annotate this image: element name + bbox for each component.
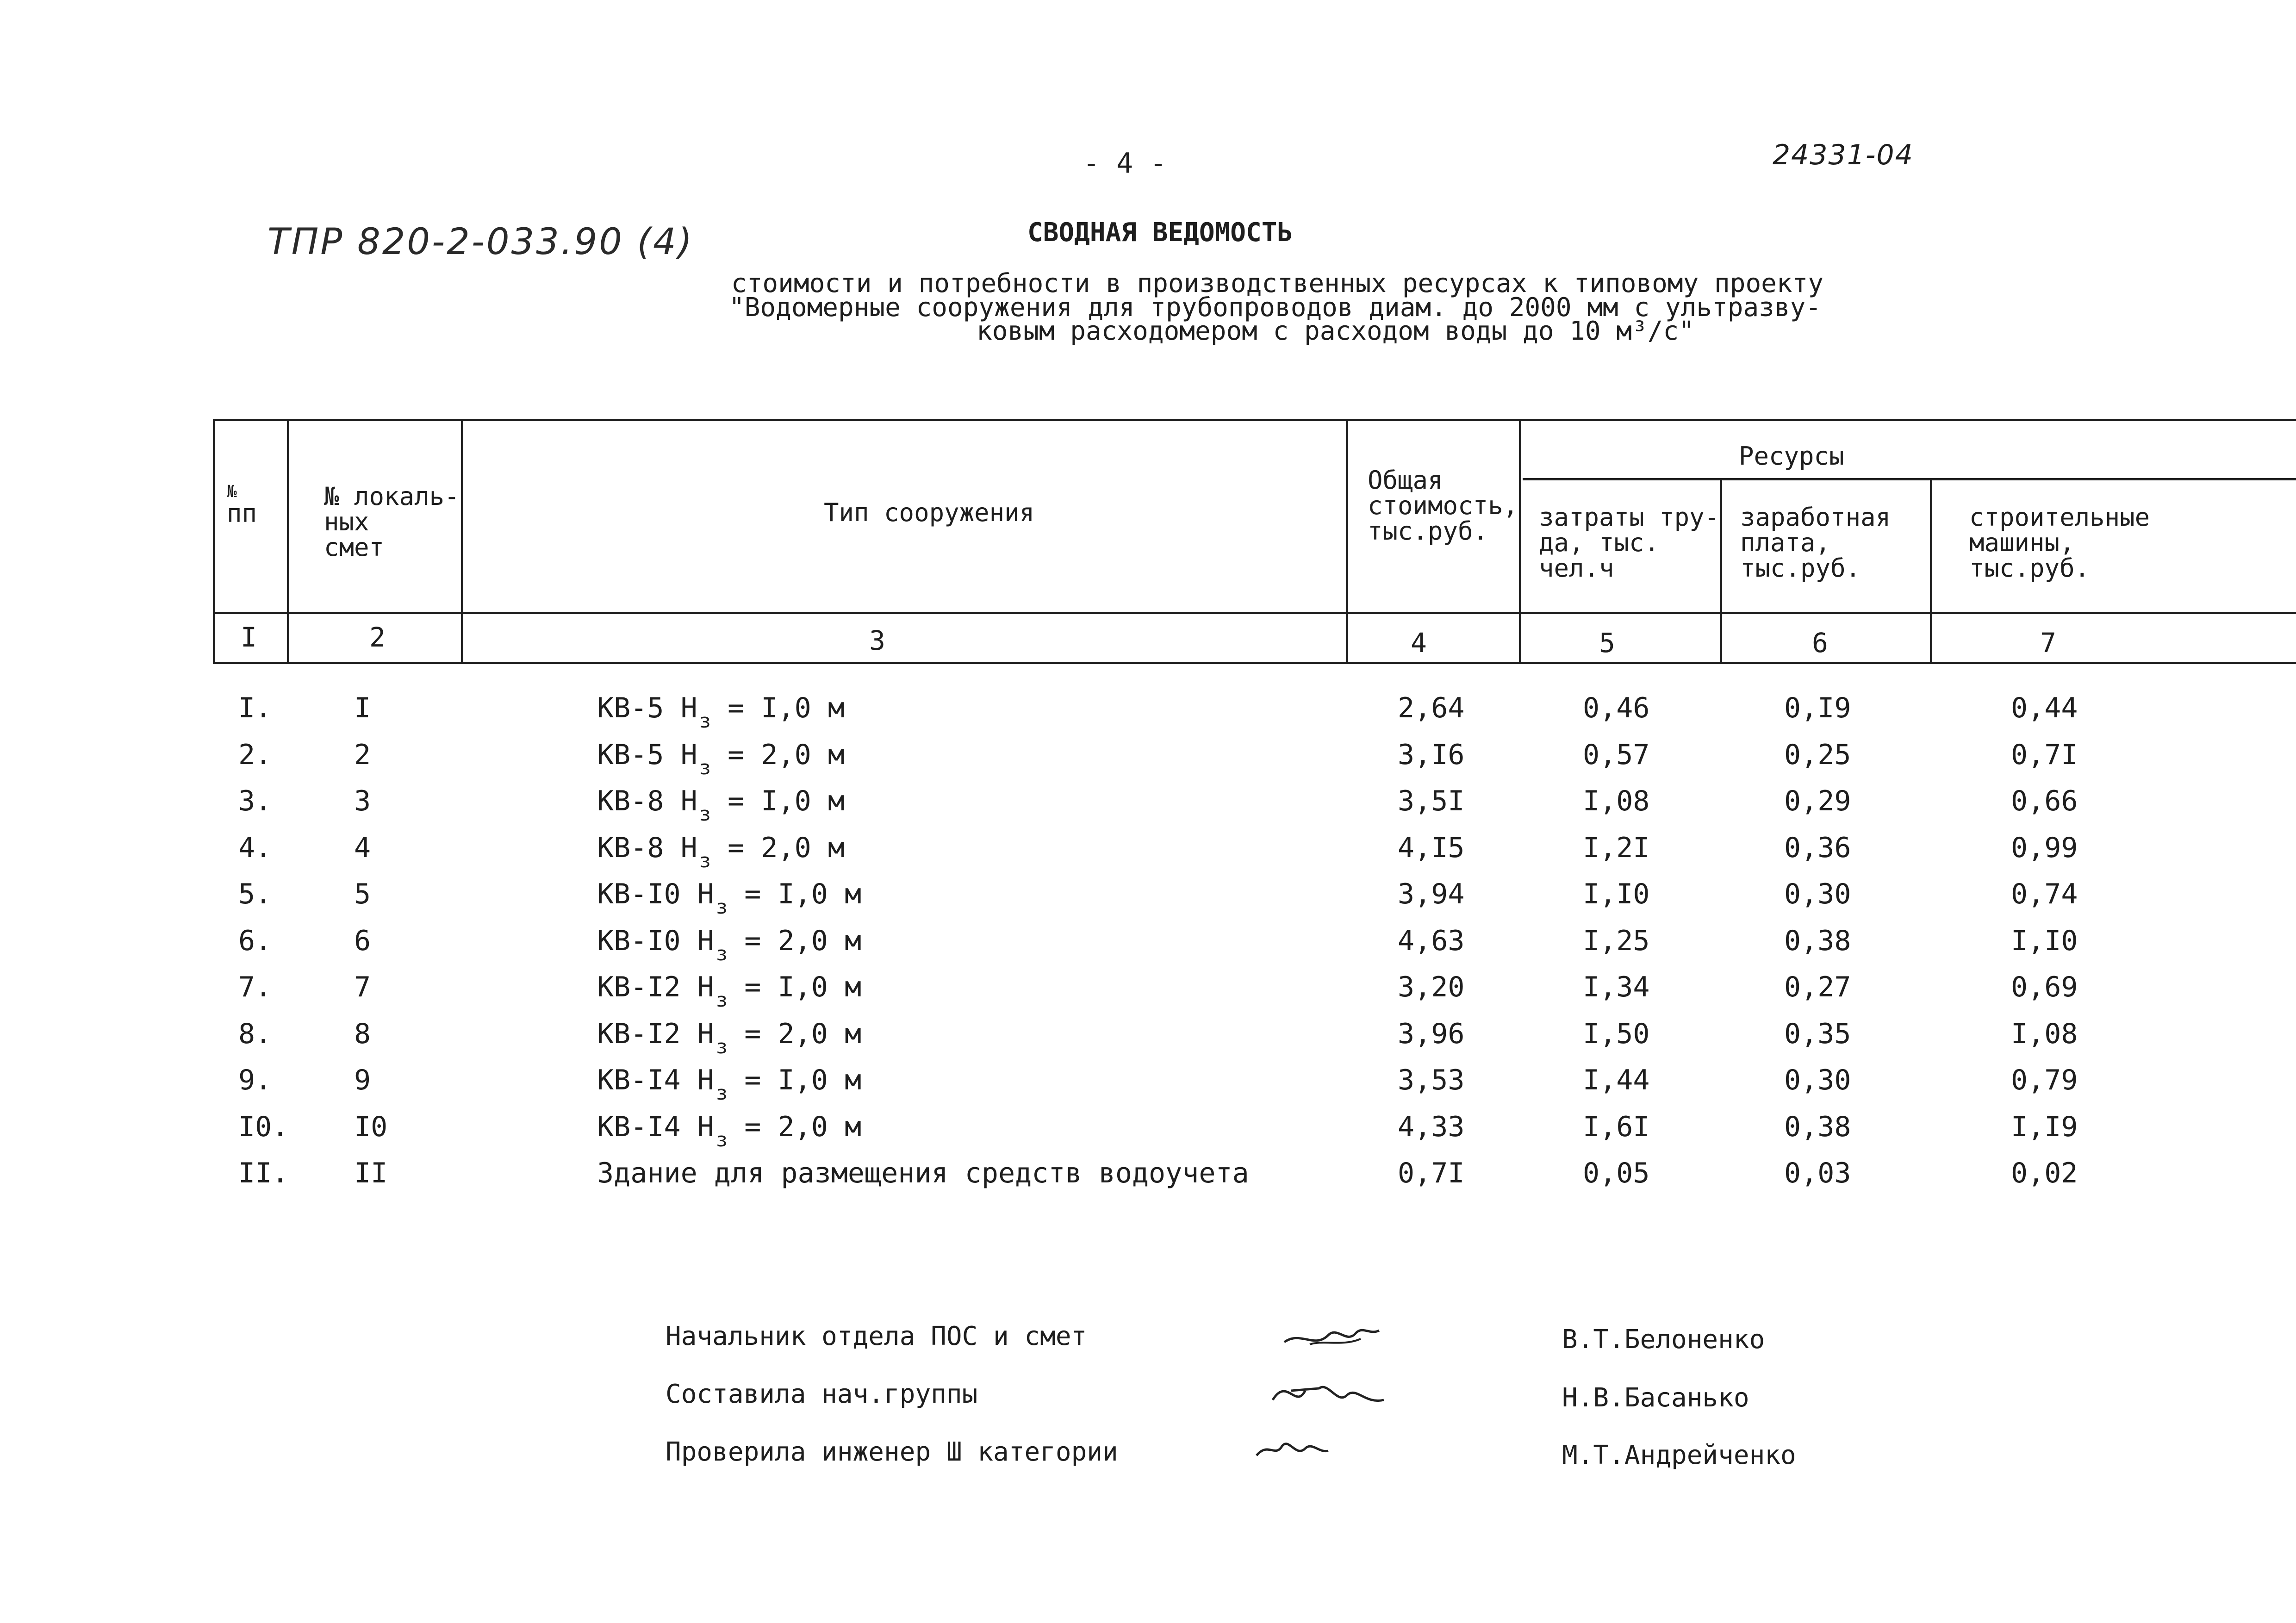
cell-structure-type <box>597 785 845 825</box>
cell-structure-type <box>597 1064 861 1104</box>
header-bottom-border <box>213 612 2296 614</box>
header-machines-line-1: строительные <box>1969 503 2150 532</box>
col-divider-1 <box>287 419 289 662</box>
cell-total-cost: 3,5I <box>1398 785 1465 817</box>
col-divider-3 <box>1346 419 1348 662</box>
signature-role-3: Проверила инженер Ш категории <box>666 1437 1118 1467</box>
header-labor-line-2: да, тыс. <box>1539 528 1660 558</box>
cell-row-number: 5. <box>238 878 272 910</box>
cell-machines: 0,44 <box>2011 692 2078 724</box>
cell-labor: I,25 <box>1583 925 1650 957</box>
header-local-estimate-line-2: ных <box>324 507 369 537</box>
signature-name-1: В.Т.Белоненко <box>1562 1325 1765 1355</box>
document-title: СВОДНАЯ ВЕДОМОСТЬ <box>1027 218 1293 248</box>
cell-structure-type <box>597 1157 1249 1189</box>
structure-code: КВ-I2 <box>597 1018 681 1050</box>
cell-local-estimate: I <box>354 692 371 724</box>
column-number-4: 4 <box>1411 627 1427 659</box>
depth-subscript: з <box>699 709 711 732</box>
cell-local-estimate: I0 <box>354 1111 388 1143</box>
cell-local-estimate: 8 <box>354 1018 371 1050</box>
cell-labor: I,I0 <box>1583 878 1650 910</box>
cell-machines: I,I9 <box>2011 1111 2078 1143</box>
depth-subscript: з <box>699 802 711 825</box>
cell-row-number: 6. <box>238 925 272 957</box>
column-number-1: I <box>241 622 257 653</box>
cell-row-number: 3. <box>238 785 272 817</box>
document-code: 24331-04 <box>1773 139 1914 171</box>
depth-value: = I,0 м <box>744 971 862 1003</box>
cell-machines: I,I0 <box>2011 925 2078 957</box>
header-machines-line-2: машины, <box>1969 528 2075 558</box>
cell-total-cost: 4,I5 <box>1398 832 1465 864</box>
cell-row-number: 8. <box>238 1018 272 1050</box>
depth-symbol: H <box>680 739 697 771</box>
cell-machines: I,08 <box>2011 1018 2078 1050</box>
signature-name-3: М.Т.Андрейченко <box>1562 1440 1796 1470</box>
cell-local-estimate: II <box>354 1157 388 1189</box>
cell-row-number: 9. <box>238 1064 272 1096</box>
header-machines <box>1969 504 2150 581</box>
cell-structure-type <box>597 692 845 732</box>
depth-subscript: з <box>699 756 711 779</box>
depth-value: = I,0 м <box>744 878 862 910</box>
structure-code: КВ-5 <box>597 739 664 771</box>
cell-structure-type <box>597 1018 861 1058</box>
depth-value: = I,0 м <box>744 1064 862 1096</box>
cell-structure-type <box>597 925 861 965</box>
structure-code: КВ-I2 <box>597 971 681 1003</box>
depth-symbol: H <box>680 785 697 817</box>
column-number-6: 6 <box>1812 627 1828 659</box>
depth-symbol: H <box>697 1064 714 1096</box>
depth-subscript: з <box>716 1035 728 1058</box>
cell-structure-type <box>597 739 845 779</box>
cell-wage: 0,38 <box>1784 1111 1851 1143</box>
depth-subscript: з <box>699 849 711 872</box>
cell-local-estimate: 3 <box>354 785 371 817</box>
depth-symbol: H <box>697 878 714 910</box>
cell-wage: 0,30 <box>1784 1064 1851 1096</box>
cell-row-number: II. <box>238 1157 289 1189</box>
cell-row-number: 7. <box>238 971 272 1003</box>
structure-code: КВ-I4 <box>597 1064 681 1096</box>
depth-subscript: з <box>716 895 728 918</box>
depth-value: = I,0 м <box>728 785 845 817</box>
header-local-estimate-line-3: смет <box>324 533 385 562</box>
cell-total-cost: 2,64 <box>1398 692 1465 724</box>
cell-row-number: I0. <box>238 1111 289 1143</box>
cell-local-estimate: 9 <box>354 1064 371 1096</box>
header-labor-line-1: затраты тру- <box>1539 503 1720 532</box>
depth-subscript: з <box>716 989 728 1011</box>
resources-divider <box>1523 478 2296 480</box>
table-top-border <box>213 419 2296 421</box>
depth-value: = 2,0 м <box>744 1018 862 1050</box>
cell-wage: 0,I9 <box>1784 692 1851 724</box>
structure-code: КВ-I0 <box>597 925 681 957</box>
subtitle-line-2: "Водомерные сооружения для трубопроводов диам. до 2000 мм с ультразву- <box>729 292 1822 323</box>
header-labor <box>1539 504 1719 581</box>
cell-row-number: 2. <box>238 739 272 771</box>
column-number-2: 2 <box>369 622 386 653</box>
cell-labor: I,44 <box>1583 1064 1650 1096</box>
depth-symbol: H <box>697 1111 714 1143</box>
cell-machines: 0,99 <box>2011 832 2078 864</box>
cell-labor: I,2I <box>1583 832 1650 864</box>
cell-labor: 0,46 <box>1583 692 1650 724</box>
header-total-cost-line-2: стоимость, <box>1368 491 1518 521</box>
depth-symbol: H <box>697 925 714 957</box>
cell-local-estimate: 5 <box>354 878 371 910</box>
cell-total-cost: 4,63 <box>1398 925 1465 957</box>
cell-wage: 0,38 <box>1784 925 1851 957</box>
cell-total-cost: 0,7I <box>1398 1157 1465 1189</box>
cell-machines: 0,69 <box>2011 971 2078 1003</box>
cell-wage: 0,03 <box>1784 1157 1851 1189</box>
cell-total-cost: 4,33 <box>1398 1111 1465 1143</box>
col-divider-5 <box>1720 478 1722 662</box>
header-number-sign: № <box>227 482 237 501</box>
depth-value: = 2,0 м <box>744 925 862 957</box>
header-structure-type: Тип сооружения <box>824 498 1035 527</box>
header-row-number <box>227 484 257 526</box>
depth-subscript: з <box>716 942 728 965</box>
cell-wage: 0,29 <box>1784 785 1851 817</box>
signature-role-2: Составила нач.группы <box>666 1379 978 1409</box>
page-number: - 4 - <box>1083 147 1167 180</box>
depth-symbol: H <box>680 692 697 724</box>
depth-subscript: з <box>716 1082 728 1104</box>
cell-structure-type <box>597 832 845 872</box>
cell-labor: I,08 <box>1583 785 1650 817</box>
cell-wage: 0,36 <box>1784 832 1851 864</box>
column-number-7: 7 <box>2040 627 2056 659</box>
structure-code: КВ-8 <box>597 832 664 864</box>
structure-code: КВ-5 <box>597 692 664 724</box>
col-divider-6 <box>1930 478 1932 662</box>
handwritten-signature-1 <box>1282 1317 1384 1354</box>
column-number-5: 5 <box>1599 627 1615 659</box>
handwritten-signature-2 <box>1268 1372 1388 1414</box>
depth-symbol: H <box>680 832 697 864</box>
col-divider-4 <box>1519 419 1521 662</box>
signature-role-1: Начальник отдела ПОС и смет <box>666 1321 1087 1351</box>
cell-machines: 0,79 <box>2011 1064 2078 1096</box>
cell-machines: 0,02 <box>2011 1157 2078 1189</box>
cell-row-number: I. <box>238 692 272 724</box>
cell-structure-type <box>597 971 861 1011</box>
cell-total-cost: 3,96 <box>1398 1018 1465 1050</box>
cell-machines: 0,7I <box>2011 739 2078 771</box>
cell-local-estimate: 7 <box>354 971 371 1003</box>
cell-labor: I,50 <box>1583 1018 1650 1050</box>
depth-symbol: H <box>697 1018 714 1050</box>
cell-local-estimate: 6 <box>354 925 371 957</box>
header-wage-line-1: заработная <box>1740 503 1891 532</box>
cell-wage: 0,30 <box>1784 878 1851 910</box>
cell-labor: 0,05 <box>1583 1157 1650 1189</box>
depth-subscript: з <box>716 1128 728 1151</box>
cell-wage: 0,35 <box>1784 1018 1851 1050</box>
header-machines-line-3: тыс.руб. <box>1969 553 2090 583</box>
depth-value: = 2,0 м <box>728 832 845 864</box>
column-numbers-bottom-border <box>213 662 2296 664</box>
cell-labor: I,34 <box>1583 971 1650 1003</box>
header-wage <box>1740 504 1891 581</box>
cell-total-cost: 3,20 <box>1398 971 1465 1003</box>
table-left-border <box>213 419 215 662</box>
cell-wage: 0,25 <box>1784 739 1851 771</box>
handwritten-signature-3 <box>1254 1432 1333 1465</box>
header-labor-line-3: чел.ч <box>1539 553 1614 583</box>
cell-total-cost: 3,I6 <box>1398 739 1465 771</box>
cell-machines: 0,66 <box>2011 785 2078 817</box>
depth-value: = 2,0 м <box>744 1111 862 1143</box>
header-local-estimate-line-1: № локаль- <box>324 482 460 511</box>
cell-local-estimate: 2 <box>354 739 371 771</box>
cell-machines: 0,74 <box>2011 878 2078 910</box>
structure-code: КВ-I0 <box>597 878 681 910</box>
cell-total-cost: 3,94 <box>1398 878 1465 910</box>
header-resources: Ресурсы <box>1739 442 1844 471</box>
cell-labor: I,6I <box>1583 1111 1650 1143</box>
cell-local-estimate: 4 <box>354 832 371 864</box>
subtitle-line-3: ковым расходомером с расходом воды до 10 м³/с" <box>977 316 1694 346</box>
structure-code: КВ-8 <box>597 785 664 817</box>
subtitle-line-1: стоимости и потребности в производственных ресурсах к типовому проекту <box>731 268 1824 298</box>
cell-wage: 0,27 <box>1784 971 1851 1003</box>
depth-value: = I,0 м <box>728 692 845 724</box>
depth-value: = 2,0 м <box>728 739 845 771</box>
project-code: ТПР 820-2-033.90 (4) <box>268 221 694 263</box>
header-wage-line-3: тыс.руб. <box>1740 553 1861 583</box>
header-wage-line-2: плата, <box>1740 528 1831 558</box>
cell-structure-type <box>597 1111 861 1151</box>
header-local-estimate <box>324 484 460 560</box>
col-divider-2 <box>461 419 463 662</box>
depth-symbol: H <box>697 971 714 1003</box>
signature-name-2: Н.В.Басанько <box>1562 1383 1749 1413</box>
header-total-cost-line-3: тыс.руб. <box>1368 516 1488 546</box>
header-total-cost <box>1368 467 1518 544</box>
cell-total-cost: 3,53 <box>1398 1064 1465 1096</box>
header-total-cost-line-1: Общая <box>1368 466 1443 495</box>
cell-row-number: 4. <box>238 832 272 864</box>
structure-code: КВ-I4 <box>597 1111 681 1143</box>
header-pp: пп <box>227 498 257 528</box>
column-number-3: 3 <box>869 625 885 656</box>
cell-structure-type <box>597 878 861 918</box>
structure-code: Здание для размещения средств водоучета <box>597 1157 1249 1189</box>
cell-labor: 0,57 <box>1583 739 1650 771</box>
